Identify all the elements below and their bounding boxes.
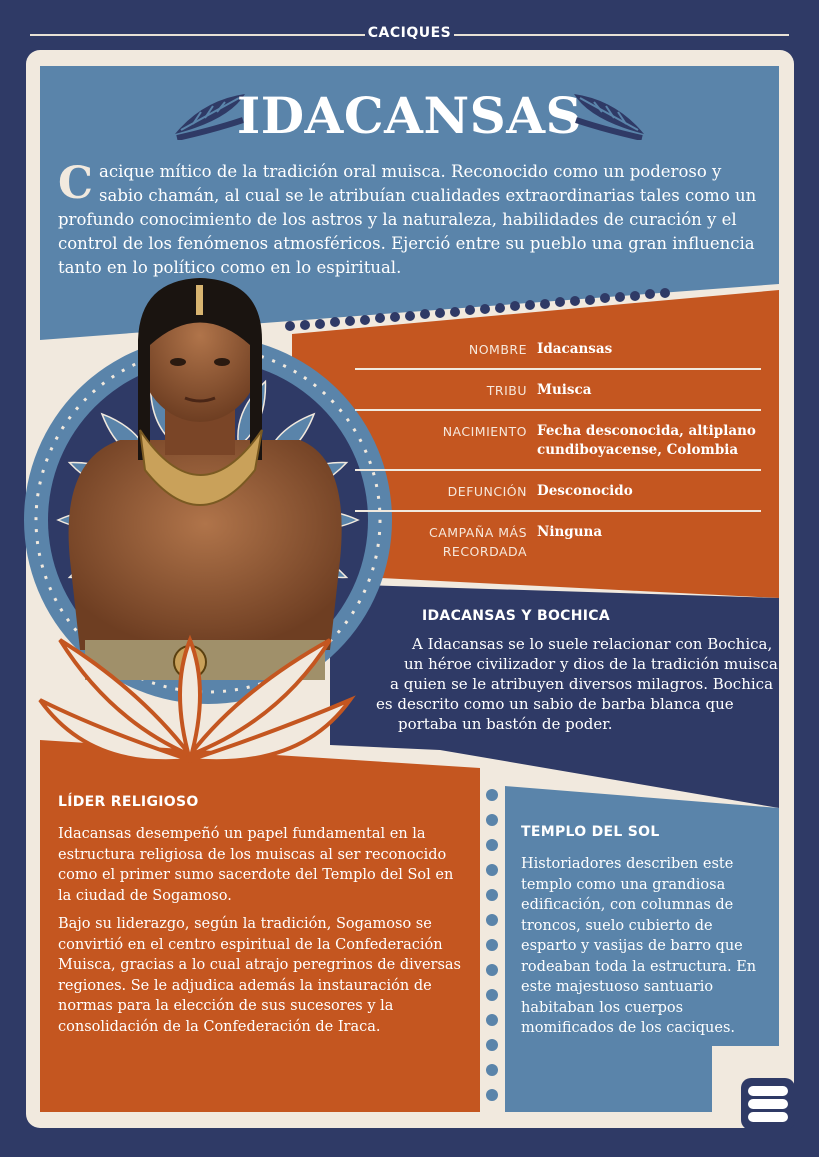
templo-heading: TEMPLO DEL SOL [521, 824, 660, 840]
fact-value: Idacansas [537, 341, 613, 357]
facts-table [355, 334, 761, 575]
bochica-line: es descrito como un sabio de barba blanca que [376, 695, 734, 713]
bochica-heading: IDACANSAS Y BOCHICA [422, 608, 610, 624]
stacked-bars-logo-icon [741, 1078, 795, 1130]
fact-row-birth [355, 416, 761, 471]
fact-row-tribe [355, 375, 761, 411]
fact-row-name [355, 334, 761, 370]
bochica-line: A Idacansas se lo suele relacionar con Bochica, [412, 635, 773, 653]
fact-label: TRIBU [486, 383, 527, 398]
templo-section [521, 824, 761, 1039]
fact-value: Desconocido [537, 483, 633, 499]
fact-label: NOMBRE [468, 342, 527, 357]
lider-heading: LÍDER RELIGIOSO [58, 794, 199, 810]
ornament-strip-vertical [482, 782, 502, 1112]
bochica-paragraph [0, 634, 819, 734]
templo-paragraph: Historiadores describen este templo como una grandiosa edificación, con columnas de troncos, suelo cubierto de esparto y vasijas de barro que rodeaban toda la estructura. En este majestuoso santuario habitaban los cuerpos momificados de los caciques. [521, 856, 757, 1036]
feather-icon [572, 90, 646, 140]
intro-paragraph [58, 160, 768, 280]
fact-value: Ninguna [537, 524, 603, 540]
fact-label: CAMPAÑA MÁS RECORDADA [429, 525, 527, 559]
lider-paragraph-1: Idacansas desempeñó un papel fundamental en la estructura religiosa de los muiscas al ser reconocido como el primer sumo sacerdote del Templo del Sol en la ciudad de Sogamoso. [58, 826, 454, 904]
lider-paragraph-2: Bajo su liderazgo, según la tradición, Sogamoso se convirtió en el centro espiritual de la Confederación Muisca, gracias a lo cual atrajo peregrinos de diversas regiones. Se le adjudica además la instauración de normas para la elección de sus sucesores y la consolidación de la Confederación de Iraca. [58, 916, 461, 1035]
section-label: CACIQUES [367, 25, 452, 41]
dropcap-letter: C [58, 158, 94, 209]
intro-text: acique mítico de la tradición oral muisca. Reconocido como un poderoso y sabio chamán, al cual se le atribuían cualidades extraordinarias tales como un profundo conocimiento de los astros y la naturaleza, habilidades de curación y el control de los fenómenos atmosféricos. Ejerció entre su pueblo una gran influencia tanto en lo político como en lo espiritual. [58, 162, 757, 277]
bochica-line: un héroe civilizador y dios de la tradición muisca [404, 655, 778, 673]
page-title: IDACANSAS [236, 86, 583, 145]
fact-label: DEFUNCIÓN [447, 484, 527, 499]
fact-value: Fecha desconocida, altiplano cundiboyacense, Colombia [537, 423, 756, 458]
fact-label: NACIMIENTO [442, 424, 527, 439]
fact-row-campaign [355, 517, 761, 570]
lider-section [58, 794, 468, 1045]
bochica-line: a quien se le atribuyen diversos milagros. Bochica [390, 675, 774, 693]
fact-value: Muisca [537, 382, 592, 398]
fact-row-death [355, 476, 761, 512]
bochica-line: portaba un bastón de poder. [398, 715, 613, 733]
